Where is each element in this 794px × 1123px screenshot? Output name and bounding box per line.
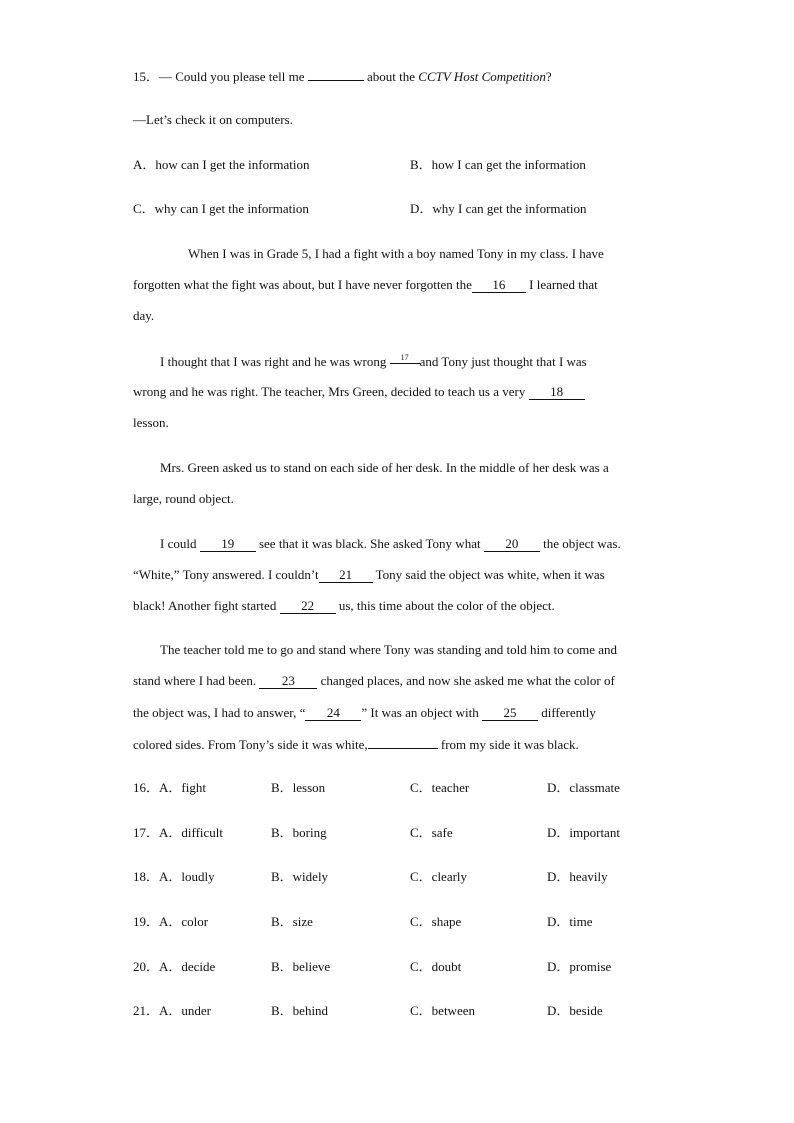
choice-row-17 [133,825,673,841]
blank-16[interactable]: 16 [472,278,526,293]
passage-p4-line3 [133,598,555,614]
passage-text: and Tony just thought that I was [419,354,587,369]
passage-p1-line1: When I was in Grade 5, I had a fight with a boy named Tony in my class. I have [188,246,604,261]
choice-a[interactable]: 19．A．color [133,914,209,929]
passage-text: I learned that [529,277,598,292]
choice-d[interactable]: D．important [547,825,620,840]
blank-21[interactable]: 21 [319,568,373,583]
q15-option-d[interactable]: D．why I can get the information [410,201,587,216]
passage-text: colored sides. From Tony’s side it was white, [133,737,368,752]
passage-text: I thought that I was right and he was wrong [160,354,387,369]
choice-b[interactable]: B．boring [271,825,327,840]
passage-p1-line2 [133,277,598,293]
choice-row-20 [133,959,673,975]
choice-a[interactable]: 20．A．decide [133,959,216,974]
choice-a[interactable]: 18．A．loudly [133,869,215,884]
blank-23[interactable]: 23 [259,674,317,689]
choice-d[interactable]: D．heavily [547,869,608,884]
passage-text: forgotten what the fight was about, but I have never forgotten the [133,277,472,292]
choice-a[interactable]: 21．A．under [133,1003,211,1018]
blank-25[interactable]: 25 [482,706,538,721]
passage-p5-line4 [133,736,579,753]
passage-text: the object was. [543,536,621,551]
choice-d[interactable]: D．promise [547,959,612,974]
passage-p4-line2 [133,567,605,583]
passage-text: wrong and he was right. The teacher, Mrs Green, decided to teach us a very [133,384,526,399]
blank-22[interactable]: 22 [280,599,336,614]
passage-p3-line1: Mrs. Green asked us to stand on each side of her desk. In the middle of her desk was a [160,460,609,475]
passage-p2-line1 [160,353,587,370]
passage-text: I could [160,536,197,551]
passage-p5-line1: The teacher told me to go and stand where Tony was standing and told him to come and [160,642,617,657]
q15-option-c[interactable]: C．why can I get the information [133,201,309,216]
choice-d[interactable]: D．classmate [547,780,620,795]
passage-text: Tony said the object was white, when it was [375,567,605,582]
q15-blank[interactable] [308,68,364,81]
q15-option-b[interactable]: B．how I can get the information [410,157,586,172]
passage-text: the object was, I had to answer, “ [133,705,306,720]
passage-p5-line2 [133,673,615,689]
blank-20[interactable]: 20 [484,537,540,552]
q15-stem [133,68,552,85]
q15-stem-mid: about the [367,69,416,84]
q15-option-a[interactable]: A．how can I get the information [133,157,310,172]
passage-text: see that it was black. She asked Tony what [258,536,481,551]
blank-19[interactable]: 19 [200,537,256,552]
passage-text: ” It was an object with [361,705,479,720]
q15-stem-prefix: 15．— Could you please tell me [133,69,305,84]
passage-text: stand where I had been. [133,673,257,688]
choice-c[interactable]: C．safe [410,825,453,840]
passage-text: changed places, and now she asked me what the color of [320,673,615,688]
passage-text: from my side it was black. [440,737,579,752]
choice-b[interactable]: B．size [271,914,313,929]
choice-c[interactable]: C．doubt [410,959,462,974]
choice-row-18 [133,869,673,885]
choice-d[interactable]: D．time [547,914,593,929]
choice-row-16 [133,780,673,796]
choice-d[interactable]: D．beside [547,1003,603,1018]
passage-p1-line3: day. [133,308,155,323]
blank-unnumbered[interactable] [368,736,438,749]
choice-c[interactable]: C．shape [410,914,462,929]
choice-b[interactable]: B．behind [271,1003,329,1018]
passage-p5-line3 [133,705,596,721]
passage-text: “White,” Tony answered. I couldn’t [133,567,319,582]
q15-stem-end: ? [545,69,552,84]
q15-reply: —Let’s check it on computers. [133,112,293,127]
passage-text: us, this time about the color of the object. [338,598,555,613]
blank-17[interactable]: 17 [390,353,420,364]
choice-row-21 [133,1003,673,1019]
choice-b[interactable]: B．widely [271,869,329,884]
choice-c[interactable]: C．teacher [410,780,470,795]
blank-18[interactable]: 18 [529,385,585,400]
choice-c[interactable]: C．clearly [410,869,468,884]
passage-p2-line3: lesson. [133,415,169,430]
blank-24[interactable]: 24 [305,706,361,721]
choice-b[interactable]: B．believe [271,959,331,974]
passage-p4-line1 [160,536,621,552]
choice-c[interactable]: C．between [410,1003,475,1018]
passage-p3-line2: large, round object. [133,491,234,506]
choice-a[interactable]: 16．A．fight [133,780,206,795]
choice-a[interactable]: 17．A．difficult [133,825,224,840]
passage-text: black! Another fight started [133,598,277,613]
choice-b[interactable]: B．lesson [271,780,326,795]
passage-p2-line2 [133,384,585,400]
passage-text: differently [541,705,596,720]
q15-stem-title: CCTV Host Competition [418,69,546,84]
choice-row-19 [133,914,673,930]
